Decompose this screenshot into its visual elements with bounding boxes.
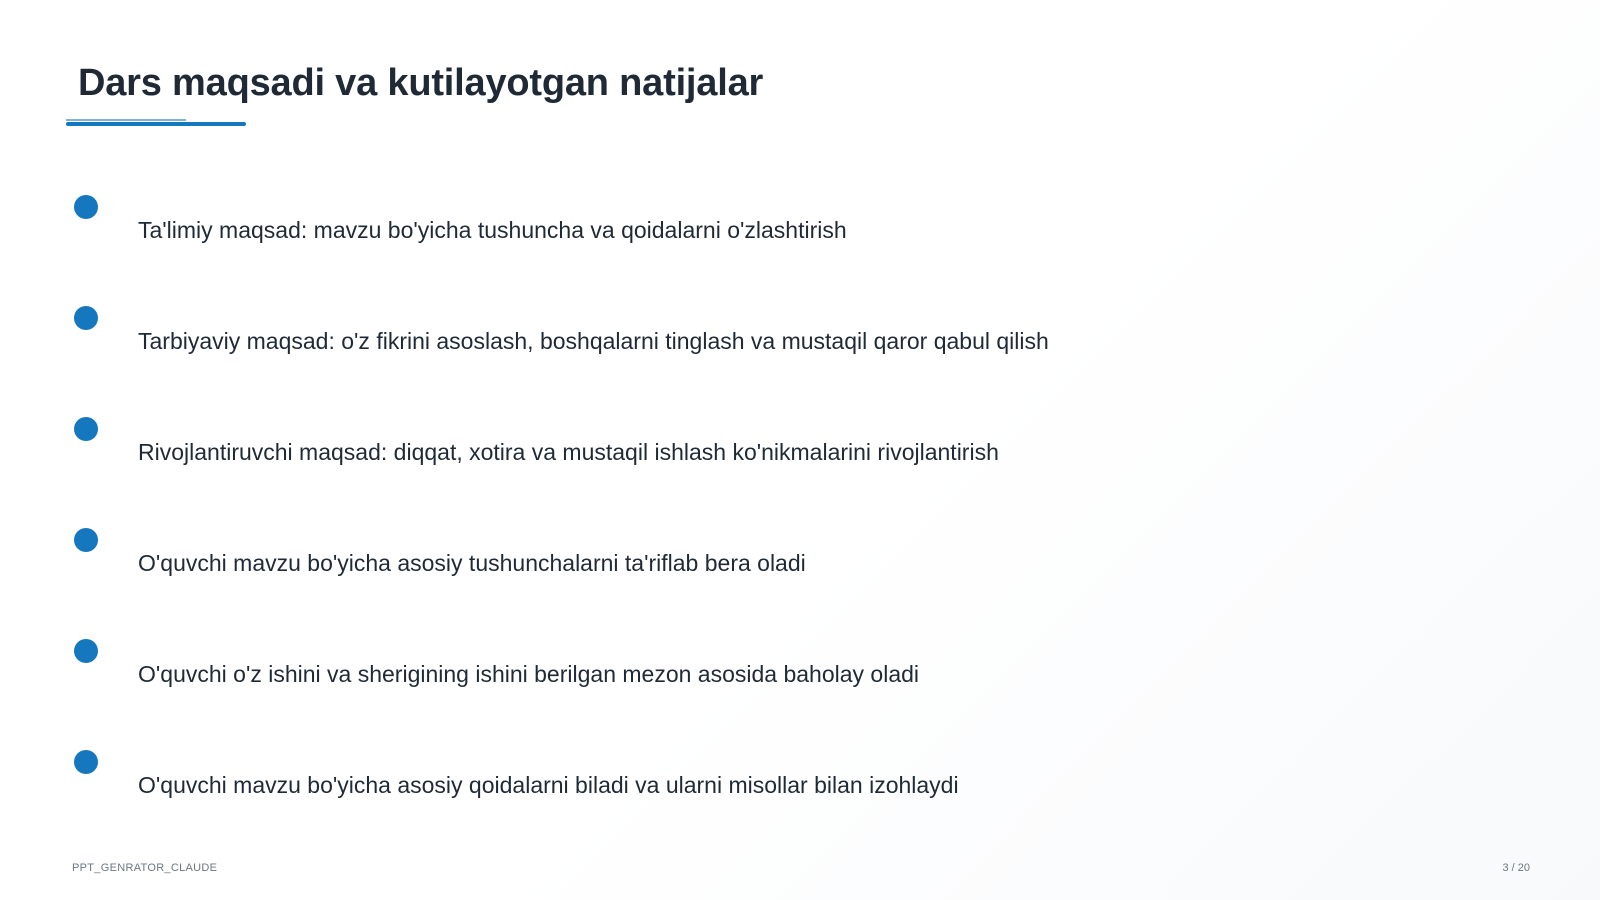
bullet-dot-icon bbox=[74, 306, 98, 330]
bullet-dot-icon bbox=[74, 750, 98, 774]
page-indicator: 3 / 20 bbox=[1502, 862, 1530, 874]
bullet-text: Ta'limiy maqsad: mavzu bo'yicha tushuncha va qoidalarni o'zlashtirish bbox=[138, 217, 847, 243]
bullet-text: Tarbiyaviy maqsad: o'z fikrini asoslash, boshqalarni tinglash va mustaqil qaror qabul qilish bbox=[138, 328, 1049, 354]
bullet-item bbox=[0, 528, 1300, 598]
bullet-item bbox=[0, 306, 1300, 376]
slide-title: Dars maqsadi va kutilayotgan natijalar bbox=[78, 62, 764, 104]
bullet-dot-icon bbox=[74, 639, 98, 663]
bullet-text: Rivojlantiruvchi maqsad: diqqat, xotira va mustaqil ishlash ko'nikmalarini rivojlantirish bbox=[138, 439, 999, 465]
title-underline bbox=[66, 122, 246, 126]
bullet-item bbox=[0, 195, 1300, 265]
bullet-item bbox=[0, 417, 1300, 487]
footer-source-label: PPT_GENRATOR_CLAUDE bbox=[72, 862, 218, 874]
bullet-text: O'quvchi mavzu bo'yicha asosiy tushunchalarni ta'riflab bera oladi bbox=[138, 550, 806, 576]
bullet-dot-icon bbox=[74, 195, 98, 219]
bullet-text: O'quvchi o'z ishini va sherigining ishini berilgan mezon asosida baholay oladi bbox=[138, 661, 920, 687]
bullet-item bbox=[0, 639, 1300, 709]
bullet-text: O'quvchi mavzu bo'yicha asosiy qoidalarni biladi va ularni misollar bilan izohlaydi bbox=[138, 772, 959, 798]
bullet-item bbox=[0, 750, 1300, 820]
bullet-dot-icon bbox=[74, 528, 98, 552]
bullet-dot-icon bbox=[74, 417, 98, 441]
